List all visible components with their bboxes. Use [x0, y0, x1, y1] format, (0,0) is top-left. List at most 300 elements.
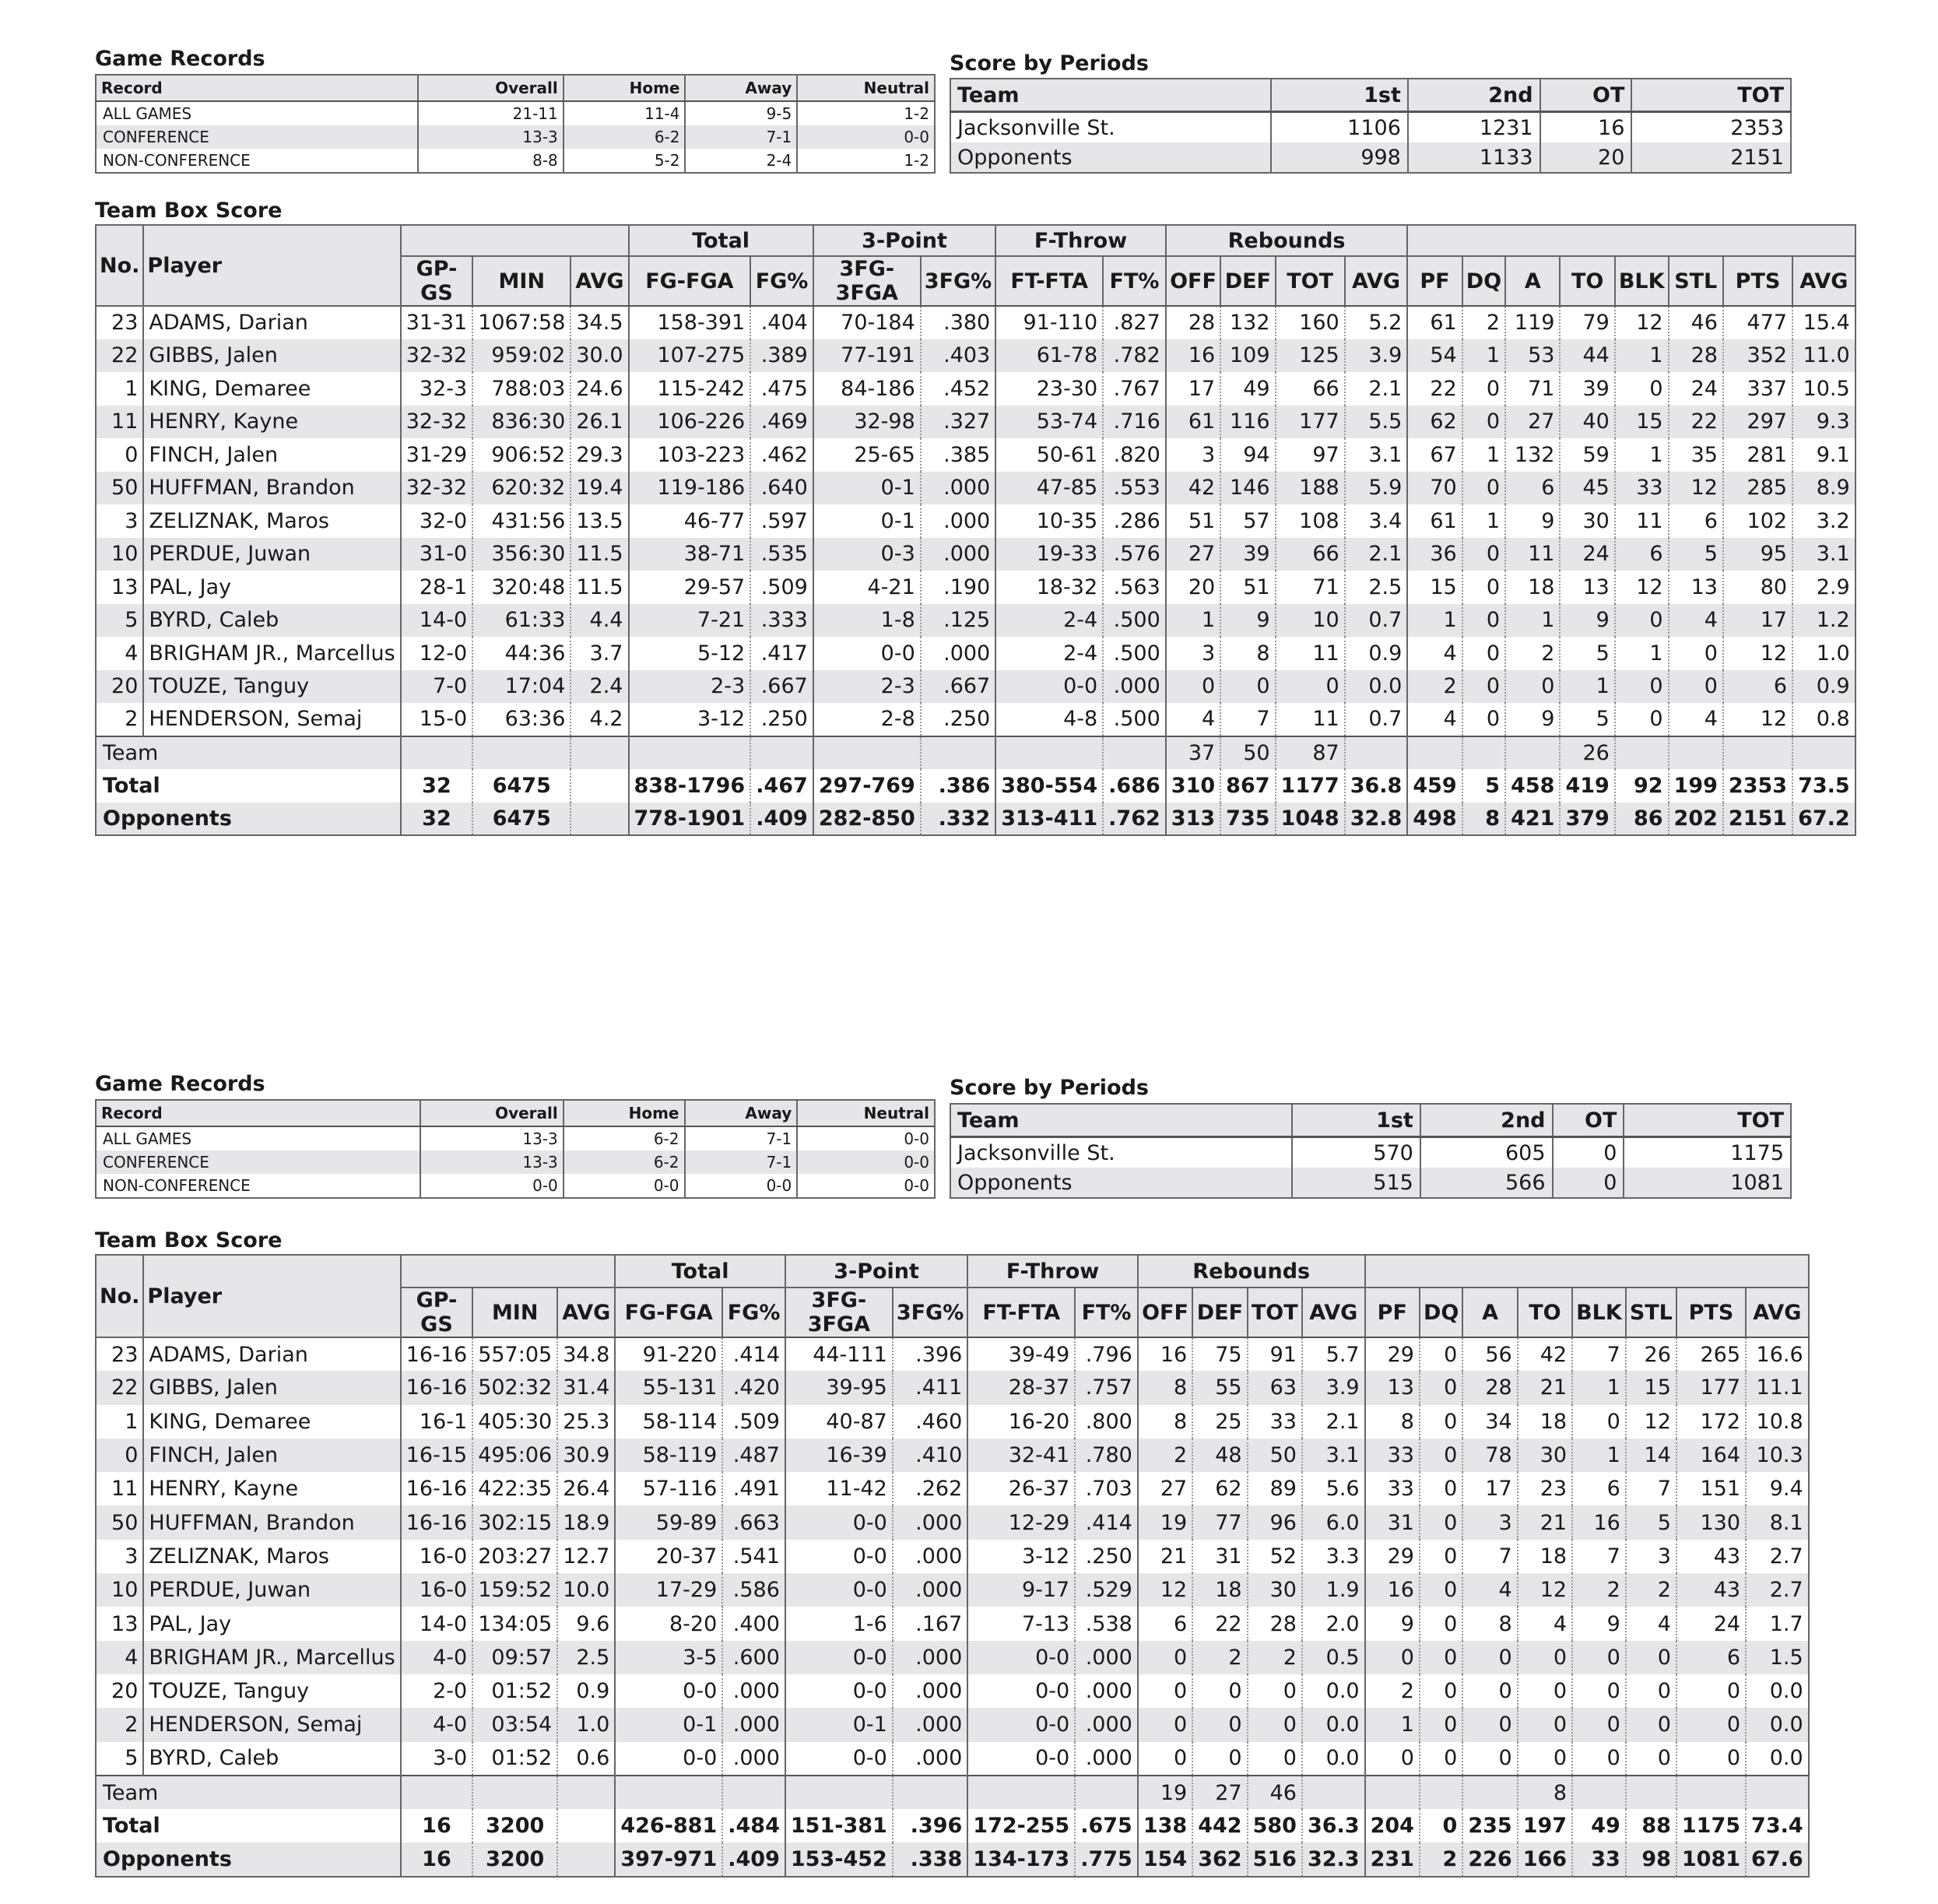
game-records-row [96, 1150, 935, 1174]
header-cell: OT [1553, 1104, 1624, 1137]
player-row [96, 1505, 1809, 1539]
stat-cell: 73.4 [1746, 1809, 1809, 1843]
stat-cell: 10 [1276, 604, 1345, 638]
stat-cell: 45 [1560, 472, 1614, 505]
stat-cell: .333 [750, 604, 813, 638]
header-cell: Team [950, 79, 1271, 112]
stat-cell: 130 [1676, 1505, 1746, 1539]
stat-cell: 159:52 [472, 1573, 557, 1607]
stat-cell: 16-0 [401, 1573, 472, 1607]
stat-cell: 18.9 [557, 1505, 615, 1539]
stat-cell: 33 [1248, 1405, 1302, 1439]
column-header[interactable]: 3FG% [893, 1287, 967, 1337]
record-type: NON-CONFERENCE [96, 1174, 420, 1198]
stat-cell: 5 [1626, 1505, 1676, 1539]
score-tot: 2353 [1631, 112, 1791, 143]
header-cell: OT [1540, 79, 1632, 112]
stat-cell: 51 [1220, 571, 1275, 604]
stat-cell: 4-0 [401, 1708, 472, 1741]
stat-cell: 26.4 [557, 1472, 615, 1505]
stat-cell: 95 [1723, 538, 1792, 571]
record-home: 6-2 [563, 1126, 685, 1150]
game-records-row [96, 149, 935, 173]
stat-cell: 1048 [1276, 803, 1345, 836]
stat-cell [995, 736, 1103, 770]
player-number: 0 [96, 1439, 143, 1472]
column-header[interactable]: AVG [557, 1287, 615, 1337]
header-cell: Team [950, 1104, 1292, 1137]
stat-cell: 0 [1572, 1674, 1626, 1708]
player-name: FINCH, Jalen [143, 438, 400, 472]
stat-cell: 0.0 [1302, 1742, 1365, 1776]
stat-cell: 0.0 [1746, 1674, 1809, 1708]
stat-cell: 203:27 [472, 1540, 557, 1573]
player-number: 13 [111, 574, 139, 599]
stat-cell: 0-1 [615, 1708, 722, 1741]
stat-cell: 1 [1407, 604, 1462, 638]
stat-cell: .000 [1075, 1742, 1138, 1776]
stat-cell: 6.0 [1302, 1505, 1365, 1539]
column-header[interactable]: FG% [750, 256, 813, 306]
stat-cell: 8.1 [1746, 1505, 1809, 1539]
stat-cell: 177 [1276, 406, 1345, 439]
team-row [96, 1776, 1809, 1809]
stat-cell: 0-0 [615, 1742, 722, 1776]
stat-cell: .404 [750, 306, 813, 339]
stat-cell: 49 [1572, 1809, 1626, 1843]
header-cell: Home [563, 1100, 685, 1126]
stat-cell: 0 [1626, 1641, 1676, 1674]
stat-cell: 3.9 [1302, 1371, 1365, 1404]
stat-cell: 3-12 [967, 1540, 1075, 1573]
stat-cell: 1 [1615, 339, 1669, 373]
stat-cell: 22 [1407, 372, 1462, 406]
stat-cell: 4 [1166, 703, 1220, 736]
stat-cell: 44 [1560, 339, 1614, 373]
stat-cell: 2 [1572, 1573, 1626, 1607]
player-name: PAL, Jay [143, 1607, 400, 1640]
column-header[interactable]: FT% [1103, 256, 1166, 306]
stat-cell: 24 [1676, 1607, 1746, 1640]
stat-cell: 778-1901 [629, 803, 751, 836]
team-name: Opponents [950, 142, 1271, 173]
column-header[interactable]: OFF [1166, 256, 1220, 306]
stat-cell: 119-186 [629, 472, 751, 505]
stat-cell: 0 [1572, 1742, 1626, 1776]
stat-cell [1669, 736, 1723, 770]
stat-cell: 235 [1462, 1809, 1517, 1843]
stat-cell: 22 [1669, 406, 1723, 439]
stat-cell: 735 [1220, 803, 1275, 836]
stat-cell: 3.1 [1302, 1439, 1365, 1472]
stat-cell: .667 [921, 670, 995, 704]
stat-cell: 0 [1192, 1674, 1247, 1708]
stat-cell: 18 [1505, 571, 1560, 604]
score-row [950, 112, 1791, 143]
column-header[interactable]: PF [1407, 256, 1462, 306]
column-header[interactable]: OFF [1138, 1287, 1192, 1337]
stat-cell: 108 [1276, 504, 1345, 538]
stat-cell: 3.3 [1302, 1540, 1365, 1573]
column-header[interactable]: AVG [1746, 1287, 1809, 1337]
stat-cell: 18-32 [995, 571, 1103, 604]
column-header[interactable]: TOT [1248, 1287, 1302, 1337]
stat-cell: 11 [1276, 703, 1345, 736]
stat-cell: 25-65 [813, 438, 921, 472]
stat-cell [472, 736, 571, 770]
stat-cell: 16-16 [401, 1505, 472, 1539]
stat-cell: 18 [1518, 1540, 1572, 1573]
record-type: CONFERENCE [96, 1150, 420, 1174]
stat-cell: .000 [921, 472, 995, 505]
column-group-row [96, 225, 1855, 256]
column-header[interactable]: DEF [1192, 1287, 1247, 1337]
player-name: ZELIZNAK, Maros [143, 1540, 400, 1573]
stat-cell: 0-0 [967, 1674, 1075, 1708]
player-number: 2 [125, 707, 139, 732]
column-header[interactable]: MIN [472, 256, 571, 306]
stat-cell: 3.1 [1345, 438, 1408, 472]
stat-cell: 0-1 [813, 504, 921, 538]
stat-cell: 2.1 [1345, 538, 1408, 571]
column-header[interactable]: DQ [1462, 256, 1505, 306]
stat-cell: .541 [722, 1540, 785, 1573]
stat-cell: 0 [1615, 670, 1669, 704]
record-type: ALL GAMES [96, 101, 418, 125]
stat-cell: 10-35 [995, 504, 1103, 538]
stat-cell: 70 [1407, 472, 1462, 505]
stat-cell: 0 [1462, 472, 1505, 505]
stat-cell: 0-0 [785, 1573, 893, 1607]
team-box-score-label: Team Box Score [95, 198, 283, 223]
stat-cell: 28 [1669, 339, 1723, 373]
stat-cell: 71 [1505, 372, 1560, 406]
column-header[interactable]: PF [1365, 1287, 1420, 1337]
stat-cell: 34.8 [557, 1337, 615, 1371]
stat-cell: 16.6 [1746, 1337, 1809, 1371]
column-header[interactable]: FG% [722, 1287, 785, 1337]
stat-cell: 30 [1518, 1439, 1572, 1472]
stat-cell: 151 [1676, 1472, 1746, 1505]
stat-cell: 5.2 [1345, 306, 1408, 339]
column-header[interactable]: DQ [1420, 1287, 1462, 1337]
team-row [96, 736, 1855, 770]
column-header[interactable]: 3FG-3FGA [785, 1287, 893, 1337]
player-row [96, 1540, 1809, 1573]
stat-cell: 40-87 [785, 1405, 893, 1439]
column-header[interactable]: 3FG% [921, 256, 995, 306]
column-header[interactable]: TO [1560, 256, 1614, 306]
stat-cell: 231 [1365, 1843, 1420, 1876]
column-header[interactable]: A [1462, 1287, 1517, 1337]
stat-cell: 27 [1505, 406, 1560, 439]
stat-cell: 7-21 [629, 604, 751, 638]
stat-cell: 134:05 [472, 1607, 557, 1640]
column-header[interactable]: 3FG-3FGA [813, 256, 921, 306]
stat-cell: 0 [1462, 637, 1505, 670]
stat-cell: 16-39 [785, 1439, 893, 1472]
record-overall: 0-0 [420, 1174, 563, 1198]
stat-cell: 134-173 [967, 1843, 1075, 1876]
stat-cell: .000 [722, 1742, 785, 1776]
player-number: 20 [96, 670, 143, 704]
player-row [96, 1573, 1809, 1607]
stat-cell: 12 [1615, 306, 1669, 339]
stat-cell: 11 [1615, 504, 1669, 538]
stat-cell: 0 [1676, 1742, 1746, 1776]
stat-cell: 0 [1462, 406, 1505, 439]
stat-cell: 33 [1365, 1439, 1420, 1472]
column-header[interactable]: FG-FGA [615, 1287, 722, 1337]
player-row [96, 339, 1855, 373]
stat-cell: 28-37 [967, 1371, 1075, 1404]
stat-cell: 54 [1407, 339, 1462, 373]
stat-cell: 197 [1518, 1809, 1572, 1843]
stat-cell: 11.5 [571, 538, 628, 571]
game-records-row [96, 101, 935, 125]
stat-cell: 11.0 [1792, 339, 1855, 373]
column-header[interactable]: FG-FGA [629, 256, 751, 306]
stat-cell: .338 [893, 1843, 967, 1876]
team-box-score-table[interactable] [95, 224, 1856, 836]
stat-cell: .396 [893, 1337, 967, 1371]
column-header[interactable]: STL [1626, 1287, 1676, 1337]
stat-cell: .000 [893, 1708, 967, 1741]
stat-cell: .417 [750, 637, 813, 670]
column-header[interactable]: GP-GS [401, 256, 472, 306]
stat-cell: 0.8 [1792, 703, 1855, 736]
stat-cell: 0 [1462, 372, 1505, 406]
record-away: 9-5 [685, 101, 797, 125]
player-name: ADAMS, Darian [143, 1337, 400, 1371]
stat-cell: 1.7 [1746, 1607, 1809, 1640]
stat-cell: .462 [750, 438, 813, 472]
score-tot: 1175 [1624, 1137, 1791, 1168]
stat-cell: 33 [1572, 1843, 1626, 1876]
stat-cell: .509 [750, 571, 813, 604]
stat-cell: 459 [1407, 769, 1462, 803]
no-header: No. [96, 1255, 143, 1337]
stat-cell: 0 [1248, 1708, 1302, 1741]
stat-cell: 42 [1518, 1337, 1572, 1371]
column-header[interactable]: BLK [1615, 256, 1669, 306]
header-cell: 2nd [1420, 1104, 1553, 1137]
column-header[interactable]: STL [1669, 256, 1723, 306]
stat-cell [557, 1809, 615, 1843]
player-number: 10 [96, 538, 143, 571]
column-header[interactable]: TO [1518, 1287, 1572, 1337]
stat-cell: 2 [1138, 1439, 1192, 1472]
stat-cell: 9 [1572, 1607, 1626, 1640]
stat-cell [401, 1776, 472, 1809]
player-row [96, 472, 1855, 505]
stat-cell: 0 [1572, 1641, 1626, 1674]
stat-cell: .190 [921, 571, 995, 604]
stat-cell: 0-0 [967, 1641, 1075, 1674]
stat-cell: 422:35 [472, 1472, 557, 1505]
stat-cell: 91-220 [615, 1337, 722, 1371]
stat-cell: .000 [921, 538, 995, 571]
stat-cell: .400 [722, 1607, 785, 1640]
stat-cell [571, 803, 628, 836]
stat-cell: 10.3 [1746, 1439, 1809, 1472]
player-number: 3 [125, 508, 139, 533]
stat-cell: 0 [1462, 1708, 1517, 1741]
stat-cell [1075, 1776, 1138, 1809]
stat-cell: 1 [1166, 604, 1220, 638]
column-header[interactable]: PTS [1723, 256, 1792, 306]
stat-cell [1462, 736, 1505, 770]
stat-cell: 86 [1615, 803, 1669, 836]
stat-cell: 9 [1560, 604, 1614, 638]
stat-cell: 27 [1192, 1776, 1247, 1809]
stat-cell: 202 [1669, 803, 1723, 836]
total-row [96, 769, 1855, 803]
stat-cell: 6 [1615, 538, 1669, 571]
score-by-periods-label: Score by Periods [950, 51, 1149, 76]
stat-cell: 458 [1505, 769, 1560, 803]
stat-cell: .796 [1075, 1337, 1138, 1371]
column-header[interactable]: AVG [571, 256, 628, 306]
stat-cell: .000 [893, 1505, 967, 1539]
stat-cell [1365, 1776, 1420, 1809]
stat-cell: .491 [722, 1472, 785, 1505]
stat-cell [571, 769, 628, 803]
stat-cell: .667 [750, 670, 813, 704]
stat-cell: 188 [1276, 472, 1345, 505]
record-overall: 21-11 [418, 101, 563, 125]
column-header[interactable]: FT% [1075, 1287, 1138, 1337]
header-cell: 1st [1292, 1104, 1420, 1137]
stat-cell: .262 [893, 1472, 967, 1505]
game-records-header [96, 1100, 935, 1126]
stat-cell: 7 [1572, 1337, 1626, 1371]
stat-cell: 67.2 [1792, 803, 1855, 836]
stat-cell: 31.4 [557, 1371, 615, 1404]
stat-cell: 31 [1365, 1505, 1420, 1539]
stat-cell: 0-0 [785, 1641, 893, 1674]
stat-cell: 285 [1723, 472, 1792, 505]
group-header-rebounds: Rebounds [1138, 1255, 1365, 1287]
stat-cell [1676, 1776, 1746, 1809]
stat-cell: 0-0 [785, 1674, 893, 1708]
column-header[interactable]: A [1505, 256, 1560, 306]
player-name: GIBBS, Jalen [143, 1371, 400, 1404]
stat-cell: 12 [1518, 1573, 1572, 1607]
stat-cell: 356:30 [472, 538, 571, 571]
column-header[interactable]: AVG [1302, 1287, 1365, 1337]
stat-cell: 0 [1420, 1809, 1462, 1843]
stat-cell: .586 [722, 1573, 785, 1607]
stat-cell: 27 [1166, 538, 1220, 571]
stat-cell: 4 [1407, 703, 1462, 736]
player-name: FINCH, Jalen [143, 1439, 400, 1472]
stat-cell: .000 [722, 1674, 785, 1708]
header-cell: Overall [420, 1100, 563, 1126]
stat-cell: 2.0 [1302, 1607, 1365, 1640]
stat-cell: 906:52 [472, 438, 571, 472]
stat-cell: 33 [1615, 472, 1669, 505]
stat-cell: 4.4 [571, 604, 628, 638]
column-header[interactable]: PTS [1676, 1287, 1746, 1337]
team-box-score-table[interactable] [95, 1254, 1810, 1878]
stat-cell: .000 [1075, 1641, 1138, 1674]
stat-cell: 4-8 [995, 703, 1103, 736]
stat-cell: 4 [1669, 604, 1723, 638]
stat-cell: 1 [1462, 504, 1505, 538]
stat-cell: 46-77 [629, 504, 751, 538]
stat-cell: 2151 [1723, 803, 1792, 836]
stat-cell: 28 [1462, 1371, 1517, 1404]
score-1st: 998 [1271, 142, 1408, 173]
stat-cell: 01:52 [472, 1742, 557, 1776]
column-header[interactable]: MIN [472, 1287, 557, 1337]
column-header[interactable]: AVG [1345, 256, 1408, 306]
stat-cell: 0 [1669, 637, 1723, 670]
column-header[interactable]: TOT [1276, 256, 1345, 306]
stat-cell: 50-61 [995, 438, 1103, 472]
stat-cell: 3.7 [571, 637, 628, 670]
stat-cell: 1 [1560, 670, 1614, 704]
stat-cell: 13 [1365, 1371, 1420, 1404]
column-header[interactable]: FT-FTA [995, 256, 1103, 306]
stat-cell: 62 [1407, 406, 1462, 439]
stat-cell: 0.0 [1746, 1742, 1809, 1776]
stat-cell: 17 [1462, 1472, 1517, 1505]
stat-cell: 502:32 [472, 1371, 557, 1404]
column-header[interactable]: DEF [1220, 256, 1275, 306]
stat-cell: .762 [1103, 803, 1166, 836]
player-name: TOUZE, Tanguy [143, 670, 400, 704]
column-header[interactable]: BLK [1572, 1287, 1626, 1337]
stat-cell: 0 [1248, 1742, 1302, 1776]
player-number: 5 [96, 604, 143, 638]
player-row [96, 1337, 1809, 1371]
stat-cell: 3.1 [1792, 538, 1855, 571]
stat-cell: 0-1 [785, 1708, 893, 1741]
stat-cell: 1 [1462, 339, 1505, 373]
column-header[interactable]: GP-GS [401, 1287, 472, 1337]
stat-cell: 7-0 [401, 670, 472, 704]
stat-cell: .509 [722, 1405, 785, 1439]
stat-cell: 80 [1723, 571, 1792, 604]
player-name: ZELIZNAK, Maros [143, 504, 400, 538]
stat-cell: 0 [1220, 670, 1275, 704]
stat-cell: 0 [1505, 670, 1560, 704]
stat-cell: 838-1796 [629, 769, 751, 803]
stat-cell: 38-71 [629, 538, 751, 571]
stat-cell: .500 [1103, 703, 1166, 736]
player-row [96, 406, 1855, 439]
stat-cell: 0 [1518, 1674, 1572, 1708]
stat-cell: 1 [1462, 438, 1505, 472]
stat-cell: 282-850 [813, 803, 921, 836]
stat-cell: 98 [1626, 1843, 1676, 1876]
stat-cell: 0 [1572, 1405, 1626, 1439]
stat-cell: 4.2 [571, 703, 628, 736]
stat-cell: 3200 [472, 1809, 557, 1843]
stat-cell: 32-0 [401, 504, 472, 538]
game-records-label: Game Records [95, 1072, 265, 1096]
column-header[interactable]: FT-FTA [967, 1287, 1075, 1337]
stat-cell: 9.4 [1746, 1472, 1809, 1505]
stat-cell: 53-74 [995, 406, 1103, 439]
stat-cell: 30.0 [571, 339, 628, 373]
stat-cell: 26 [1626, 1337, 1676, 1371]
column-header[interactable]: AVG [1792, 256, 1855, 306]
stat-cell: 32-32 [401, 472, 472, 505]
stat-cell: 16-16 [401, 1337, 472, 1371]
